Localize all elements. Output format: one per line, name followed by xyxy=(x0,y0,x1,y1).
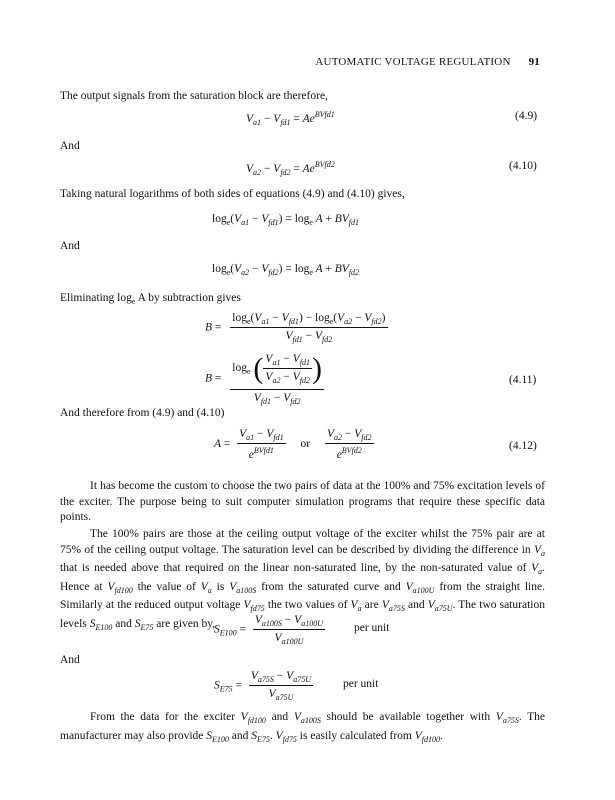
eliminating-text-a: Eliminating log xyxy=(60,292,132,304)
para-last-seg-f: . xyxy=(269,729,276,742)
para-last-seg-d: . The manufacturer may also provide xyxy=(60,711,546,742)
intro-text: The output signals from the saturation block are therefore, xyxy=(60,90,328,102)
para-100-seg-b: that is needed above that required on the linear non-saturated line, by the non-saturated value of xyxy=(60,562,532,574)
b-equation-fraction-1: B = $\frac{\log_e(V_{a1} - V_{fd1}) - \log_e(V_{a2} - V_{fd2})}{V_{fd1} - V_{fd2}}$ xyxy=(205,312,386,344)
equation-number-4-10: (4.10) xyxy=(509,160,537,172)
and-text-1: And xyxy=(60,140,80,152)
para-100-seg-k: . The two saturation levels xyxy=(60,599,545,630)
b-equation-fraction-2: B = $\log_e$ ( $\frac{V_{a1} - V_{fd1}}{V_{a2} - V_{fd2}}$ ) $V_{fd1} - V_{fd2}$ xyxy=(205,352,322,406)
para-last-seg-b: and xyxy=(265,711,294,723)
para-100-seg-h: the two values of xyxy=(264,599,351,611)
para-last-seg-a: From the data for the exciter xyxy=(90,711,241,723)
para-100-seg-f: from the saturated curve and xyxy=(256,580,406,593)
running-header xyxy=(0,56,540,68)
paragraph-custom: It has become the custom to choose the two pairs of data at the 100% and 75% excitation levels of the exciter. The purpose being to suit computer simulation programs that require these specific data points. xyxy=(60,480,545,523)
header-title: AUTOMATIC VOLTAGE REGULATION xyxy=(315,56,511,68)
se75-equation: $S_{E75}$ = $\frac{V_{a75S} - V_{a75U}}{V_{a75U}}$ xyxy=(214,670,311,702)
para-last-seg-c: should be available together with xyxy=(320,711,496,723)
para-100-seg-e: is xyxy=(211,580,230,593)
para-100-seg-j: and xyxy=(404,599,428,611)
per-unit-1: per unit xyxy=(354,622,390,634)
equation-4-10: $V_{a2} - V_{fd2} = Ae^{BVfd2}$ xyxy=(246,160,335,177)
and-text-3: And xyxy=(60,654,80,666)
para-last-seg-g: is easily calculated from xyxy=(296,729,415,742)
paragraph-exciter-data: From the data for the exciter $V_{fd100}$ and $V_{a100S}$ should be available together with $V_{a75S}$. The manufacturer may also provide $S_{E100}$ and $S_{E75}$. $V_{fd75}$ is easily calculated from $V_{fd100}$. xyxy=(60,711,546,744)
log-equation-1: $\log_e(V_{a1} - V_{fd1}) = \log_e A + BV_{fd1}$ xyxy=(212,213,360,227)
equation-number-4-11: (4.11) xyxy=(509,374,537,386)
para-100-seg-m: are given by, xyxy=(153,617,216,630)
or-text: or xyxy=(300,438,311,451)
para-100-seg-c: . Hence at xyxy=(60,562,545,593)
therefore-text: And therefore from (4.9) and (4.10) xyxy=(60,407,225,419)
log-equation-2: $\log_e(V_{a2} - V_{fd2}) = \log_e A + BV_{fd2}$ xyxy=(212,263,360,277)
page-number: 91 xyxy=(528,56,540,68)
para-100-seg-i: are xyxy=(361,599,382,611)
para-100-seg-a: The 100% pairs are those at the ceiling output voltage of the exciter whilst the 75% pair are at 75% of the ceiling output voltage. The saturation level can be described by dividing the difference in xyxy=(60,528,545,556)
equation-4-9: $V_{a1} - V_{fd1} = Ae^{BVfd1}$ xyxy=(246,110,335,127)
equation-4-12: A = $\frac{V_{a1} - V_{fd1}}{e^{BVfd1}}$ or $\frac{V_{a2} - V_{fd2}}{e^{BVfd2}}$ xyxy=(214,428,372,461)
para-100-seg-d: the value of xyxy=(132,580,201,593)
para-100-seg-l: and xyxy=(112,617,135,630)
se100-equation: $S_{E100}$ = $\frac{V_{a100S} - V_{a100U}}{V_{a100U}}$ xyxy=(214,614,323,646)
para-last-seg-e: and xyxy=(228,729,252,742)
equation-number-4-12: (4.12) xyxy=(509,440,537,452)
per-unit-2: per unit xyxy=(343,678,379,690)
taking-logs-text: Taking natural logarithms of both sides of equations (4.9) and (4.10) gives, xyxy=(60,188,405,200)
paragraph-100-pairs: The 100% pairs are those at the ceiling output voltage of the exciter whilst the 75% pair are at 75% of the ceiling output voltage. The saturation level can be described by dividing the difference in $V_a$ that is needed above that required on the linear non-saturated line, by the non-saturated value of $V_a$. Hence at $V_{fd100}$ the value of $V_a$ is $V_{a100S}$ from the saturated curve and $V_{a100U}$ from the straight line. Similarly at the reduced output voltage $V_{fd75}$ the two values of $V_a$ are $V_{a75S}$ and $V_{a75U}$. The two saturation levels $S_{E100}$ and $S_{E75}$ are given by, xyxy=(60,528,545,632)
para-last-seg-h: . xyxy=(440,729,443,742)
equation-number-4-9: (4.9) xyxy=(515,110,538,122)
para-100-seg-g: from the straight line. Similarly at the reduced output voltage xyxy=(60,580,545,611)
and-text-2: And xyxy=(60,240,80,252)
eliminating-text: Eliminating $\log_e A$ by subtraction gives xyxy=(60,292,241,306)
eliminating-text-b: A by subtraction gives xyxy=(135,292,241,304)
